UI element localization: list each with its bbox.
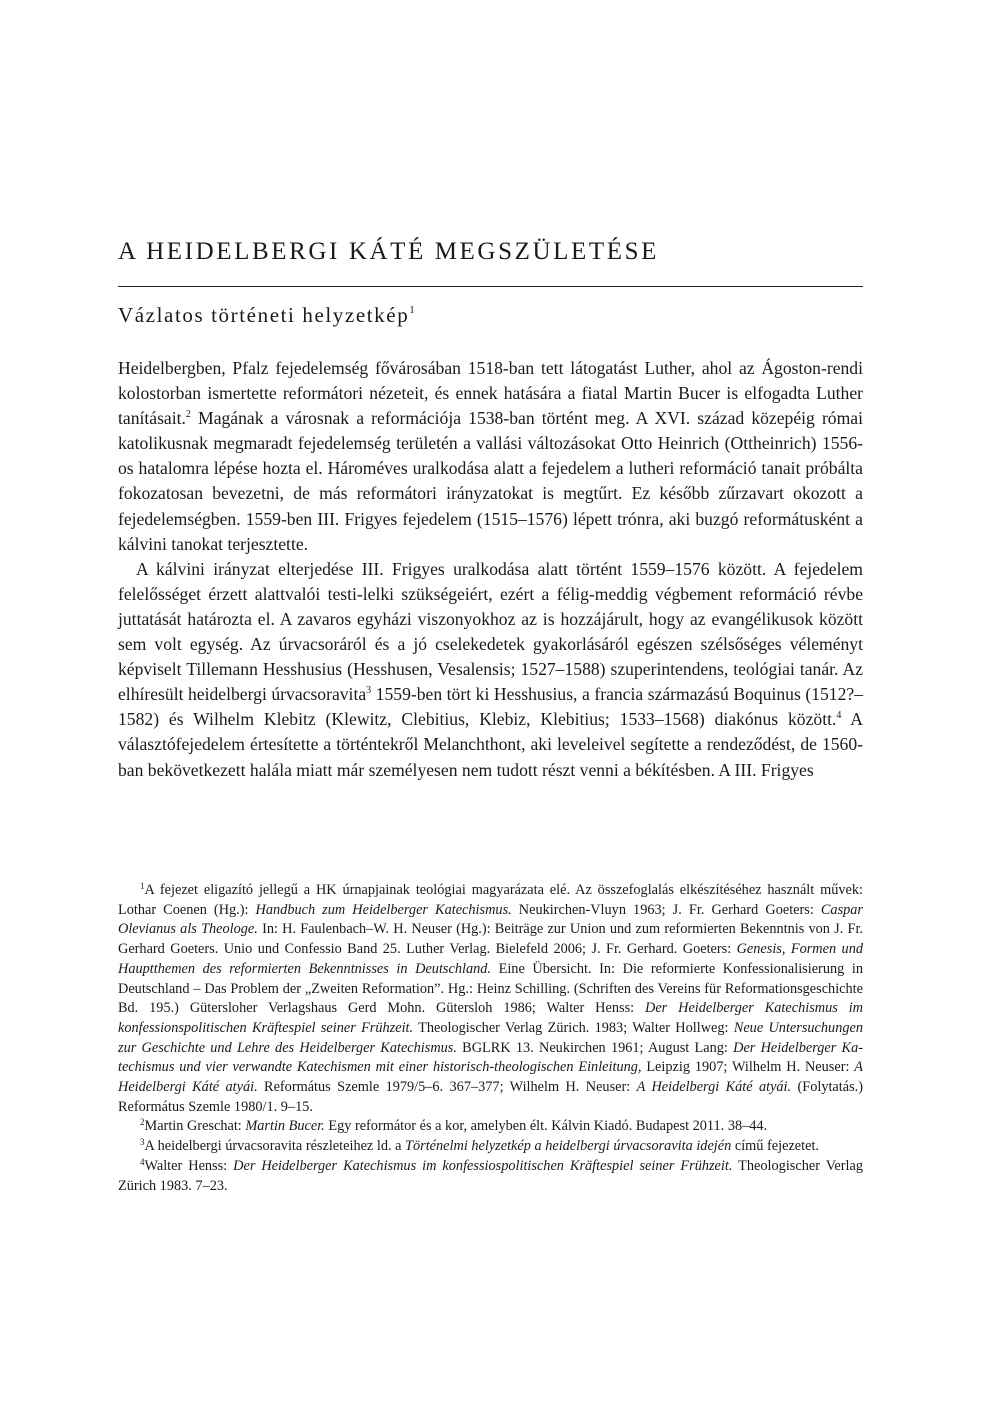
footnote-ref-1: 1 [409, 304, 415, 316]
footnote-text: Református Szemle 1979/5–6. 367–377; Wilhelm H. Neuser: [257, 1079, 637, 1096]
footnote-text: (Folytatás.) Református Szemle 1980/1. 9–15. [118, 1079, 863, 1115]
paragraph-2-text-b: 1559-ben tört ki Hesshusius, a francia származású Boquinus (1512?–1582) és Wilhelm Klebitz (Klewitz, Clebitius, Klebiz, Klebitius; 1533–1568) diakónus között. [118, 684, 863, 730]
footnote-text: Egy reformátor és a kor, amelyben élt. Kálvin Kiadó. Budapest 2011. 38–44. [324, 1118, 768, 1135]
footnote-ref-3: 3 [366, 685, 372, 697]
footnote-text: A fejezet eligazító jellegű a HK úrnapjainak teológiai magyarázata elé. Az összefoglalás elkészítéséhez használt művek: Lothar Coenen (Hg.): [118, 882, 863, 918]
footnote-italic: A Heidelbergi Káté atyái. [636, 1079, 792, 1096]
footnote-italic: Martin Bucer. [245, 1118, 325, 1135]
footnote-italic: Der Heidelberger Katechismus im konfessiospolitischen Kräftespiel seiner Frühzeit. [233, 1157, 733, 1174]
footnote-text: BGLRK 13. Neukirchen 1961; August Lang: [456, 1039, 734, 1056]
footnote-ref-4: 4 [836, 710, 842, 722]
paragraph-2-text-c: A választófejedelem értesítette a történtekről Melanchthont, aki leveleivel segítette a rendeződést, de 1560-ban bekövetkezett halála miatt már személyesen nem tudott részt venni a békítésben. A III. Frigyes [118, 709, 863, 780]
footnote-italic: Neue Untersuchungen zur Geschichte und Lehre des Heidelberger Katechismus. [118, 1019, 863, 1056]
footnote-italic: Történelmi helyzetkép a heidelbergi úrvacsoravita idején [405, 1138, 732, 1155]
footnote-italic: Der Heidelberger Katechismus im konfessionspolitischen Kräftespiel seiner Frühzeit. [118, 1000, 863, 1036]
section-title-text: Vázlatos történeti helyzetkép [118, 303, 410, 327]
title-divider [118, 286, 863, 287]
body-text [118, 356, 863, 783]
footnote-3 [118, 1137, 863, 1157]
footnote-1 [118, 881, 863, 1117]
paragraph-2-text-a: A kálvini irányzat elterjedése III. Frigyes uralkodása alatt történt 1559–1576 között. A fejedelem felelősséget érzett alattvalói testi-lelki szükségeiért, ezért a félig-meddig végbement reformáció révbe juttatását határozta el. A zavaros egyházi viszonyokhoz az is hozzájárult, hogy az evangélikusok között sem volt egység. Az úrvacsoráról és a jó cselekedetek gyakorlásáról egészen szélsőséges véleményt képviselt Tillemann Hesshusius (Hesshusen, Vesalensis; 1527–1588) szuperintendens, teológiai tanár. Az elhíresült heidelbergi úrvacsoravita [118, 558, 863, 705]
paragraph-1-text-b: Magának a városnak a reformációja 1538-ban történt meg. A XVI. század közepéig római katolikusnak megmaradt fejedelemség területén a vallási változásokat Otto Heinrich (Ottheinrich) 1556-os hatalomra lépése hozta el. Hároméves uralkodása alatt a fejedelem a lutheri reformáció tanait próbálta fokozatosan bevezetni, de más reformátori irányzatokat is megtűrt. Ez később zűrzavart okozott a fejedelemségben. 1559-ben III. Frigyes fejedelem (1515–1576) lépett trónra, aki buzgó reformátusként a kálvini tanokat terjesztette. [118, 408, 863, 554]
footnote-text: A heidelbergi úrvacsoravita részleteihez ld. a [144, 1138, 406, 1155]
footnote-number: 3 [140, 1137, 145, 1148]
paragraph-1-text-a: Heidelbergben, Pfalz fejedelemség fővárosában 1518-ban tett látogatást Luther, ahol az Ágoston-rendi kolostorban ismertette reformátori nézeteit, és ennek hatására a fiatal Martin Bucer is elfogadta Luther tanításait. [118, 358, 863, 429]
footnote-text: című fejezetet. [731, 1138, 819, 1155]
footnote-italic: Der Heidelberger Katechismus und vier verwandte Katechismen mit einer historisch-theologischen Einleitung, [118, 1039, 863, 1076]
footnote-text: Martin Greschat: [144, 1118, 246, 1135]
paragraph-1 [118, 356, 863, 557]
footnote-italic: A Heidelbergi Káté atyái. [118, 1059, 864, 1096]
footnote-ref-2: 2 [185, 409, 191, 421]
footnote-number: 1 [140, 881, 145, 891]
footnote-number: 2 [140, 1117, 145, 1128]
section-title [118, 303, 415, 328]
paragraph-2 [118, 557, 863, 783]
footnote-italic: Handbuch zum Heidelberger Katechismus. [255, 901, 512, 918]
footnote-text: In: H. Faulenbach–W. H. Neuser (Hg.): Beiträge zur Union und zum reformierten Bekenntnis von J. Fr. Gerhard Goeters. Unio und Confessio Band 25. Luther Verlag. Bielefeld 2006; J. Fr. Gerhard. Goeters: [118, 921, 863, 958]
footnote-text: Leipzig 1907; Wilhelm H. Neuser: [641, 1059, 855, 1076]
footnote-text: Theologischer Verlag Zürich. 1983; Walter Hollweg: [413, 1019, 734, 1036]
footnote-text: Theologischer Verlag Zürich 1983. 7–23. [118, 1157, 864, 1194]
footnotes [118, 881, 863, 1196]
chapter-title: A HEIDELBERGI KÁTÉ MEGSZÜLETÉSE [118, 238, 659, 265]
footnote-text: Eine Übersicht. In: Die reformierte Konfessionalisierung in Deutschland – Das Problem der „Zweiten Reformation”. Hg.: Heinz Schilling. (Schriften des Vereins für Reformationsgeschichte Bd. 195.) Gütersloher Verlagshaus Gerd Mohn. Gütersloh 1986; Walter Henss: [118, 960, 863, 1017]
footnote-italic: Caspar Olevianus als Theologe. [118, 901, 863, 938]
footnote-text: Walter Henss: [144, 1157, 234, 1174]
footnote-2 [118, 1117, 863, 1137]
footnote-text: Neukirchen-Vluyn 1963; J. Fr. Gerhard Goeters: [511, 901, 821, 918]
footnote-4 [118, 1157, 863, 1196]
footnote-number: 4 [140, 1156, 145, 1167]
footnote-italic: Genesis, Formen und Hauptthemen des reformierten Bekenntnisses in Deutschland. [118, 941, 863, 977]
